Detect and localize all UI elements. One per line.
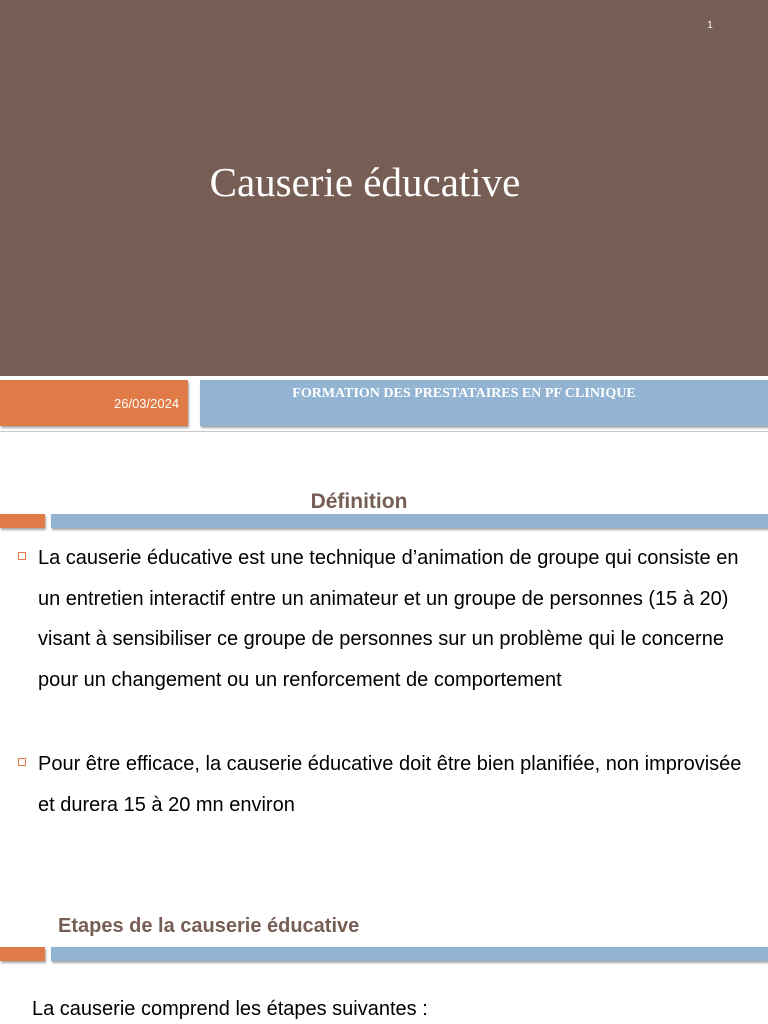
definition-heading: Définition xyxy=(310,490,408,513)
bullet-item xyxy=(18,538,754,700)
slide-date: 26/03/2024 xyxy=(114,396,180,411)
slide-title: Causerie éducative xyxy=(209,159,521,205)
slide-divider xyxy=(0,431,768,432)
steps-intro: La causerie comprend les étapes suivantes : xyxy=(32,998,428,1020)
footer-text: FORMATION DES PRESTATAIRES EN PF CLINIQUE xyxy=(292,386,636,401)
title-slide xyxy=(0,0,768,432)
definition-bar-blue xyxy=(51,514,768,528)
square-bullet-icon xyxy=(18,552,26,560)
bullet-item xyxy=(18,744,754,825)
steps-bar-blue xyxy=(51,947,768,961)
bullet-text: La causerie éducative est une technique d’animation de groupe qui consiste en un entretien interactif entre un animateur et un groupe de personnes (15 à 20) visant à sensibiliser ce groupe de personnes sur un problème qui le concerne pour un changement ou un renforcement de comportement xyxy=(38,547,739,691)
steps-bar-orange xyxy=(0,947,45,961)
slide-number: 1 xyxy=(707,20,713,31)
bullet-text: Pour être efficace, la causerie éducative doit être bien planifiée, non improvisée et durera 15 à 20 mn environ xyxy=(38,753,742,816)
steps-heading: Etapes de la causerie éducative xyxy=(58,915,360,937)
definition-bar-orange xyxy=(0,514,45,528)
square-bullet-icon xyxy=(18,758,26,766)
